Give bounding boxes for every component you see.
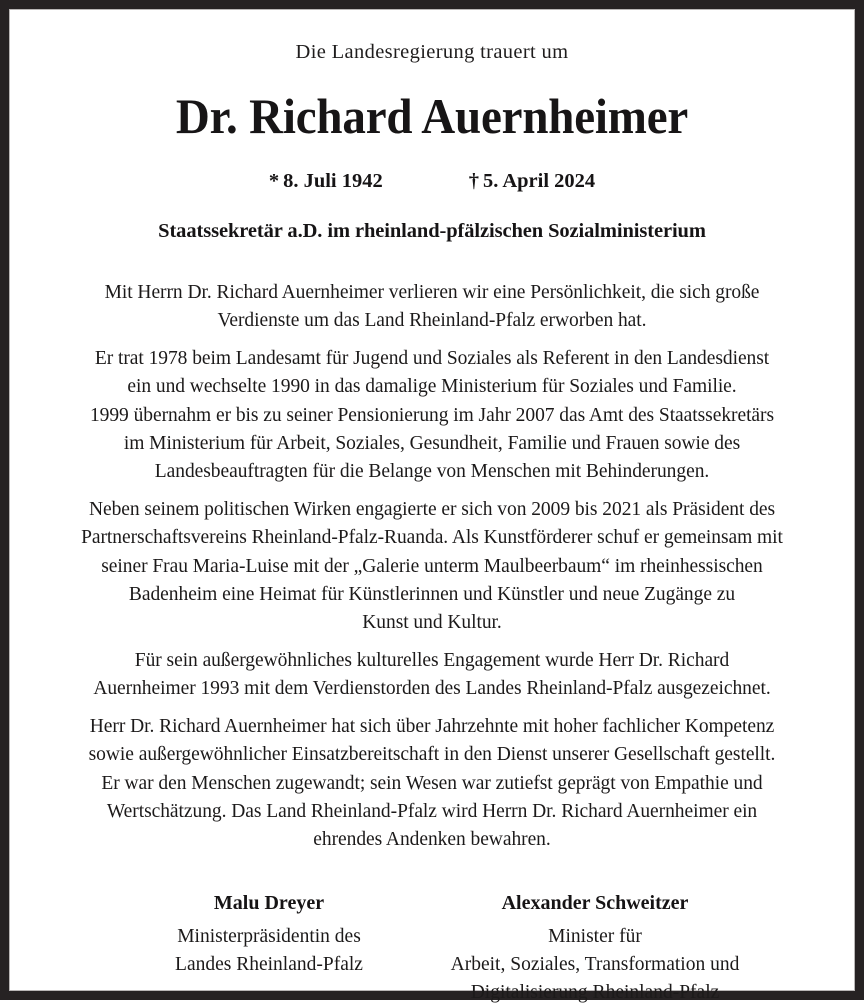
tribute-paragraph: [69, 647, 795, 704]
signatory-alexander-schweitzer: [445, 890, 745, 1007]
tribute-line: Für sein außergewöhnliches kulturelles Engagement wurde Herr Dr. Richard: [134, 649, 730, 671]
tribute-line: Er trat 1978 beim Landesamt für Jugend und Soziales als Referent in den Landesdienst: [94, 347, 770, 369]
signatory-title-line: Minister für: [548, 925, 642, 947]
obituary-notice: [9, 9, 855, 1004]
tribute-paragraph: [69, 345, 795, 487]
signatory-name: Malu Dreyer: [213, 891, 325, 914]
tribute-line: ehrendes Andenken bewahren.: [313, 829, 551, 851]
tribute-line: ein und wechselte 1990 in das damalige Ministerium für Soziales und Familie.: [127, 376, 737, 398]
signatory-title-line: Digitalisierung Rheinland-Pfalz: [470, 982, 720, 1004]
signatory-title-line: Landes Rheinland-Pfalz: [175, 953, 363, 975]
signatory-title: [123, 923, 415, 979]
birth-symbol-icon: *: [268, 170, 280, 192]
deceased-name: Dr. Richard Auernheimer: [175, 88, 689, 144]
signatory-title: [449, 923, 741, 1007]
tribute-line: Auernheimer 1993 mit dem Verdienstorden des Landes Rheinland-Pfalz ausgezeichnet.: [93, 678, 771, 700]
life-dates: [41, 168, 823, 194]
birth-date: [269, 168, 383, 194]
tribute-line: Mit Herrn Dr. Richard Auernheimer verlieren wir eine Persönlichkeit, die sich große: [104, 282, 760, 303]
tribute-line: Landesbeauftragten für die Belange von Menschen mit Behinderungen.: [154, 461, 710, 483]
tribute-line: Kunst und Kultur.: [362, 612, 502, 634]
death-date-value: 5. April 2024: [482, 170, 596, 192]
tribute-line: Herr Dr. Richard Auernheimer hat sich über Jahrzehnte mit hoher fachlicher Kompetenz: [89, 715, 775, 737]
tribute-line: seiner Frau Maria-Luise mit der „Galerie unterm Maulbeerbaum“ im rheinhessischen: [101, 555, 763, 577]
signatory-malu-dreyer: [119, 890, 419, 979]
tribute-line: Neben seinem politischen Wirken engagierte er sich von 2009 bis 2021 als Präsident des: [88, 498, 776, 520]
death-date: [469, 168, 595, 194]
birth-date-value: 8. Juli 1942: [283, 170, 383, 192]
tribute-line: Badenheim eine Heimat für Künstlerinnen und Künstler und neue Zugänge zu: [128, 584, 736, 606]
tribute-line: sowie außergewöhnlicher Einsatzbereitschaft in den Dienst unserer Gesellschaft gestellt.: [88, 744, 776, 766]
tribute-line: Er war den Menschen zugewandt; sein Wesen war zutiefst geprägt von Empathie und: [101, 772, 763, 794]
tribute-line: Verdienste um das Land Rheinland-Pfalz erworben hat.: [217, 310, 647, 332]
tribute-line: Wertschätzung. Das Land Rheinland-Pfalz wird Herrn Dr. Richard Auernheimer ein: [106, 800, 758, 822]
signatory-title-line: Arbeit, Soziales, Transformation und: [450, 953, 740, 975]
cross-symbol-icon: †: [468, 170, 479, 192]
signatory-name: Alexander Schweitzer: [501, 891, 689, 914]
tribute-paragraph: [69, 713, 795, 855]
tribute-text: [41, 279, 823, 855]
tribute-paragraph: [69, 496, 795, 638]
tribute-line: Partnerschaftsvereins Rheinland-Pfalz-Ruanda. Als Kunstförderer schuf er gemeinsam mit: [81, 527, 783, 549]
tribute-line: 1999 übernahm er bis zu seiner Pensionierung im Jahr 2007 das Amt des Staatssekretärs: [89, 404, 775, 426]
signatory-title-line: Ministerpräsidentin des: [177, 925, 361, 947]
mourning-intro-line: Die Landesregierung trauert um: [295, 41, 569, 63]
deceased-role: Staatssekretär a.D. im rheinland-pfälzischen Sozialministerium: [158, 220, 706, 242]
tribute-line: im Ministerium für Arbeit, Soziales, Gesundheit, Familie und Frauen sowie des: [123, 433, 741, 455]
tribute-paragraph: [69, 279, 795, 336]
signature-block: [41, 890, 823, 1007]
